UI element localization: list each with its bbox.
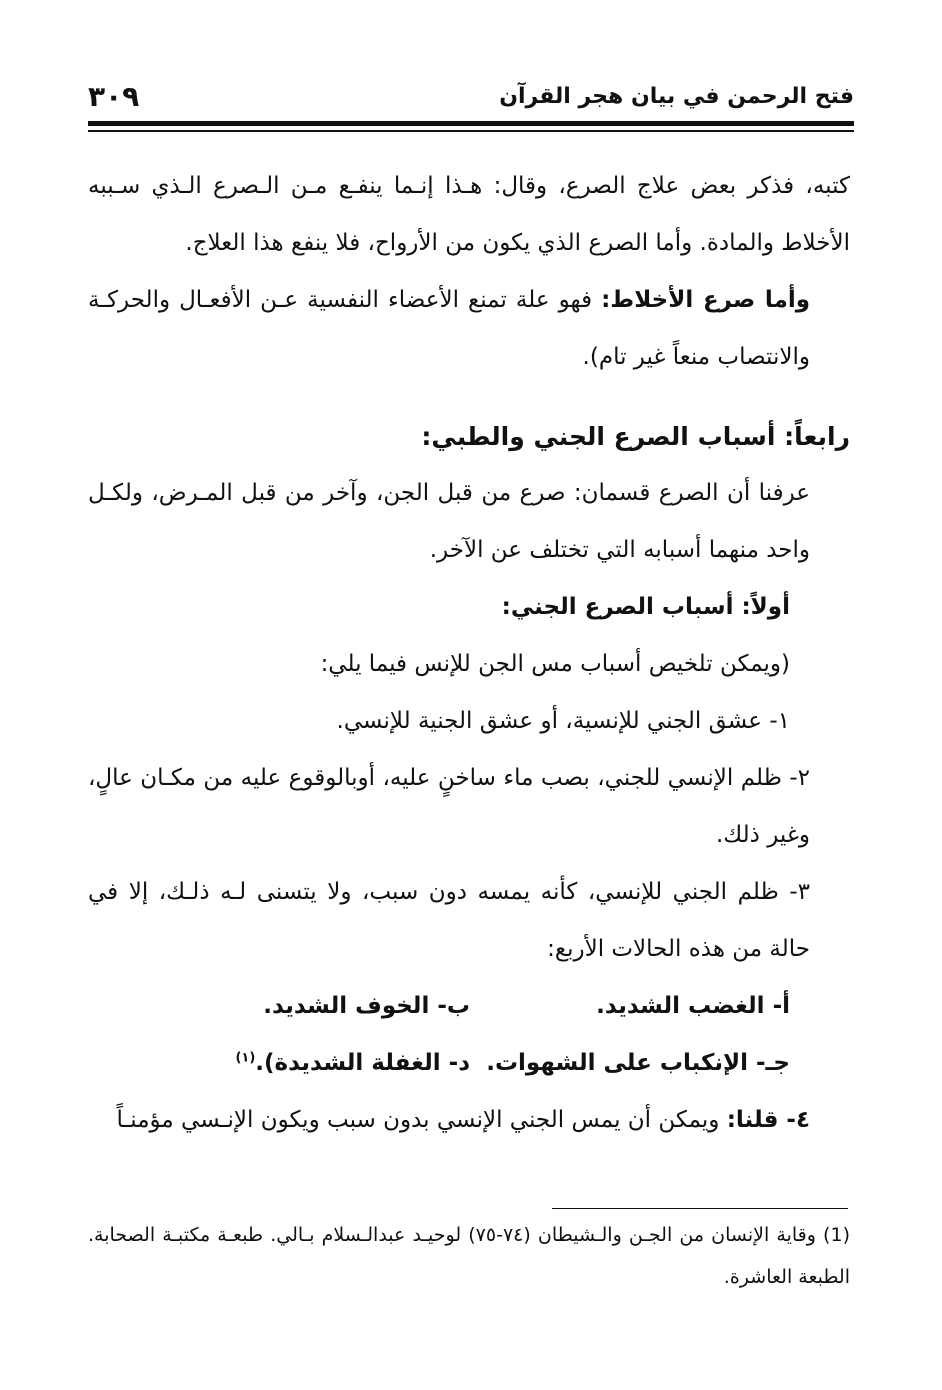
case-c: جـ- الإنكباب على الشهوات.	[486, 1050, 790, 1076]
footnotes	[88, 1214, 850, 1298]
cases-row-2	[88, 1035, 850, 1092]
footnote-ref: (١)	[235, 1050, 256, 1066]
list-item-3: ٣- ظلم الجني للإنسي، كأنه يمسه دون سبب، ولا يتسنى لـه ذلـك، إلا في حالة من هذه الحالات الأربع:	[88, 879, 810, 962]
paragraph-4: (ويمكن تلخيص أسباب مس الجن للإنس فيما يلي:	[320, 651, 790, 677]
page-header	[88, 80, 854, 124]
running-title: فتح الرحمن في بيان هجر القرآن	[499, 84, 854, 109]
section-heading: رابعاً: أسباب الصرع الجني والطبي:	[421, 422, 850, 451]
case-b: ب- الخوف الشديد.	[263, 993, 470, 1019]
header-rule-thick	[88, 121, 854, 126]
list-item-4	[88, 1092, 850, 1149]
list-item-1: ١- عشق الجني للإنسية، أو عشق الجنية للإنسي.	[336, 708, 790, 734]
case-d: د- الغفلة الشديدة).	[255, 1050, 470, 1076]
footnote-1: (1) وقاية الإنسان من الجـن والـشيطان (٧٤-٧٥) لوحيـد عبدالـسلام بـالي. طبعـة مكتبـة الصحابة. الطبعة العاشرة.	[88, 1224, 850, 1288]
page-number: ٣٠٩	[88, 80, 140, 113]
sub-heading: أولاً: أسباب الصرع الجني:	[501, 594, 790, 620]
list-item-4-text: ويمكن أن يمس الجني الإنسي بدون سبب ويكون الإنـسي مؤمنـاً	[116, 1107, 727, 1133]
cases-row-1	[88, 978, 850, 1035]
case-a: أ- الغضب الشديد.	[596, 993, 790, 1019]
list-item-4-lead: ٤- قلنا:	[726, 1107, 810, 1133]
case-d-wrap	[235, 1035, 470, 1092]
paragraph-3: عرفنا أن الصرع قسمان: صرع من قبل الجن، وآخر من قبل المـرض، ولكـل واحد منهما أسبابه التي تختلف عن الآخر.	[88, 480, 810, 563]
header-rule-thin	[88, 130, 854, 132]
paragraph-2-text: فهو علة تمنع الأعضاء النفسية عـن الأفعـال والحركـة والانتصاب منعاً غير تام).	[88, 287, 810, 370]
main-text	[88, 158, 850, 1149]
list-item-2: ٢- ظلم الإنسي للجني، بصب ماء ساخنٍ عليه، أوبالوقوع عليه من مكـان عالٍ، وغير ذلك.	[88, 765, 810, 848]
paragraph-2-lead: وأما صرع الأخلاط:	[601, 287, 810, 313]
footnote-rule	[552, 1208, 848, 1209]
paragraph-1: كتبه، فذكر بعض علاج الصرع، وقال: هـذا إنـما ينفـع مـن الـصرع الـذي سـببه الأخلاط والمادة. وأما الصرع الذي يكون من الأرواح، فلا ينفع هذا العلاج.	[88, 173, 850, 256]
paragraph-2	[88, 272, 850, 386]
